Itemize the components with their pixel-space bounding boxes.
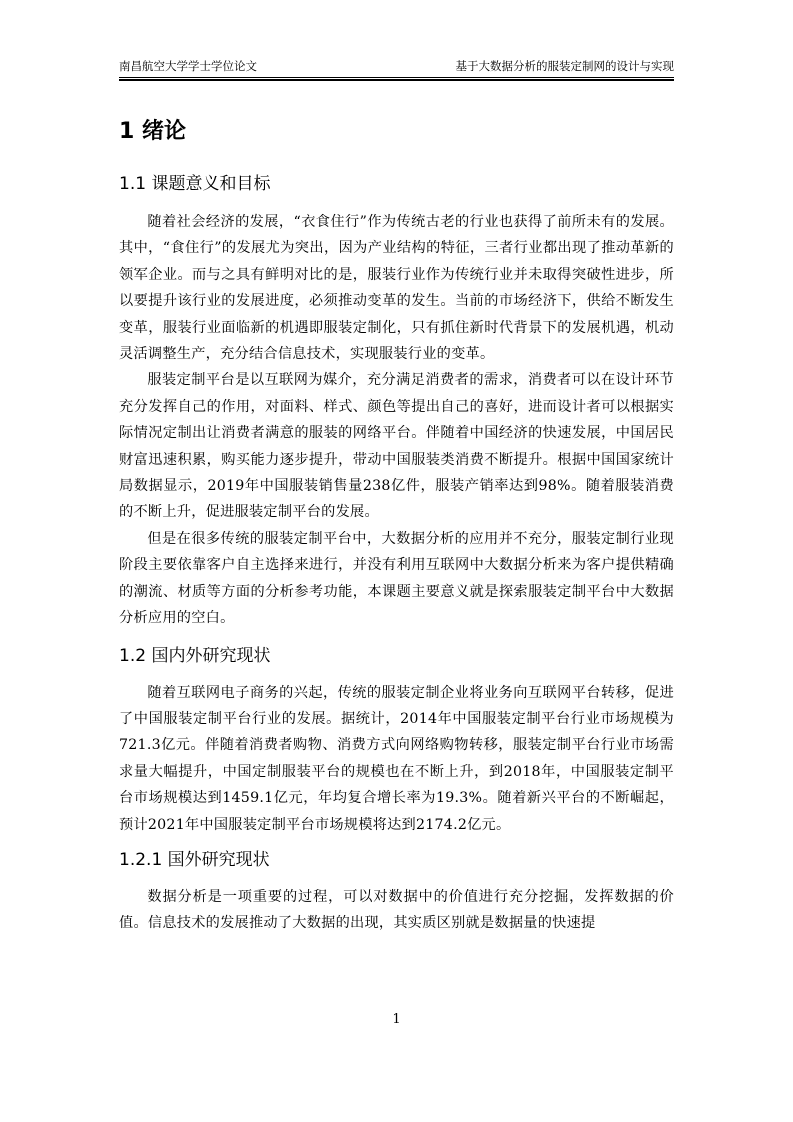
running-header (119, 54, 674, 78)
page-number: 1 (392, 1012, 401, 1027)
page-body (119, 110, 674, 937)
header-right: 基于大数据分析的服装定制网的设计与实现 (455, 59, 674, 73)
paragraph: 随着互联网电子商务的兴起，传统的服装定制企业将业务向互联网平台转移，促进了中国服装定制平台行业的发展。据统计，2014年中国服装定制平台行业市场规模为721.3亿元。伴随着消费者购物、消费方式向网络购物转移，服装定制平台行业市场需求量大幅提升，中国定制服装平台的规模也在不断上升，到2018年，中国服装定制平台市场规模达到1459.1亿元，年均复合增长率为19.3%。随着新兴平台的不断崛起，预计2021年中国服装定制平台市场规模将达到2174.2亿元。 (119, 684, 674, 833)
paragraph: 数据分析是一项重要的过程，可以对数据中的价值进行充分挖掘，发挥数据的价值。信息技术的发展推动了大数据的出现，其实质区别就是数据量的快速提 (119, 888, 674, 932)
section-title: 1.1 课题意义和目标 (119, 174, 271, 194)
paragraph: 服装定制平台是以互联网为媒介，充分满足消费者的需求，消费者可以在设计环节充分发挥自己的作用，对面料、样式、颜色等提出自己的喜好，进而设计者可以根据实际情况定制出让消费者满意的服装的网络平台。伴随着中国经济的快速发展，中国居民财富迅速积累，购买能力逐步提升，带动中国服装类消费不断提升。根据中国国家统计局数据显示，2019年中国服装销售量238亿件，服装产销率达到98%。随着服装消费的不断上升，促进服装定制平台的发展。 (119, 372, 674, 521)
paragraph: 但是在很多传统的服装定制平台中，大数据分析的应用并不充分，服装定制行业现阶段主要依靠客户自主选择来进行，并没有利用互联网中大数据分析来为客户提供精确的潮流、材质等方面的分析参考功能，本课题主要意义就是探索服装定制平台中大数据分析应用的空白。 (119, 530, 674, 627)
chapter-title: 1 绪论 (119, 119, 186, 144)
header-left: 南昌航空大学学士学位论文 (119, 59, 257, 73)
paragraph: 随着社会经济的发展，“衣食住行”作为传统古老的行业也获得了前所未有的发展。其中，“食住行”的发展尤为突出，因为产业结构的特征，三者行业都出现了推动革新的领军企业。而与之具有鲜明对比的是，服装行业作为传统行业并未取得突破性进步，所以要提升该行业的发展进度，必须推动变革的发生。当前的市场经济下，供给不断发生变革，服装行业面临新的机遇即服装定制化，只有抓住新时代背景下的发展机遇，机动灵活调整生产，充分结合信息技术，实现服装行业的变革。 (119, 214, 674, 363)
section-title: 1.2 国内外研究现状 (119, 645, 271, 666)
subsection-title: 1.2.1 国外研究现状 (119, 849, 270, 870)
